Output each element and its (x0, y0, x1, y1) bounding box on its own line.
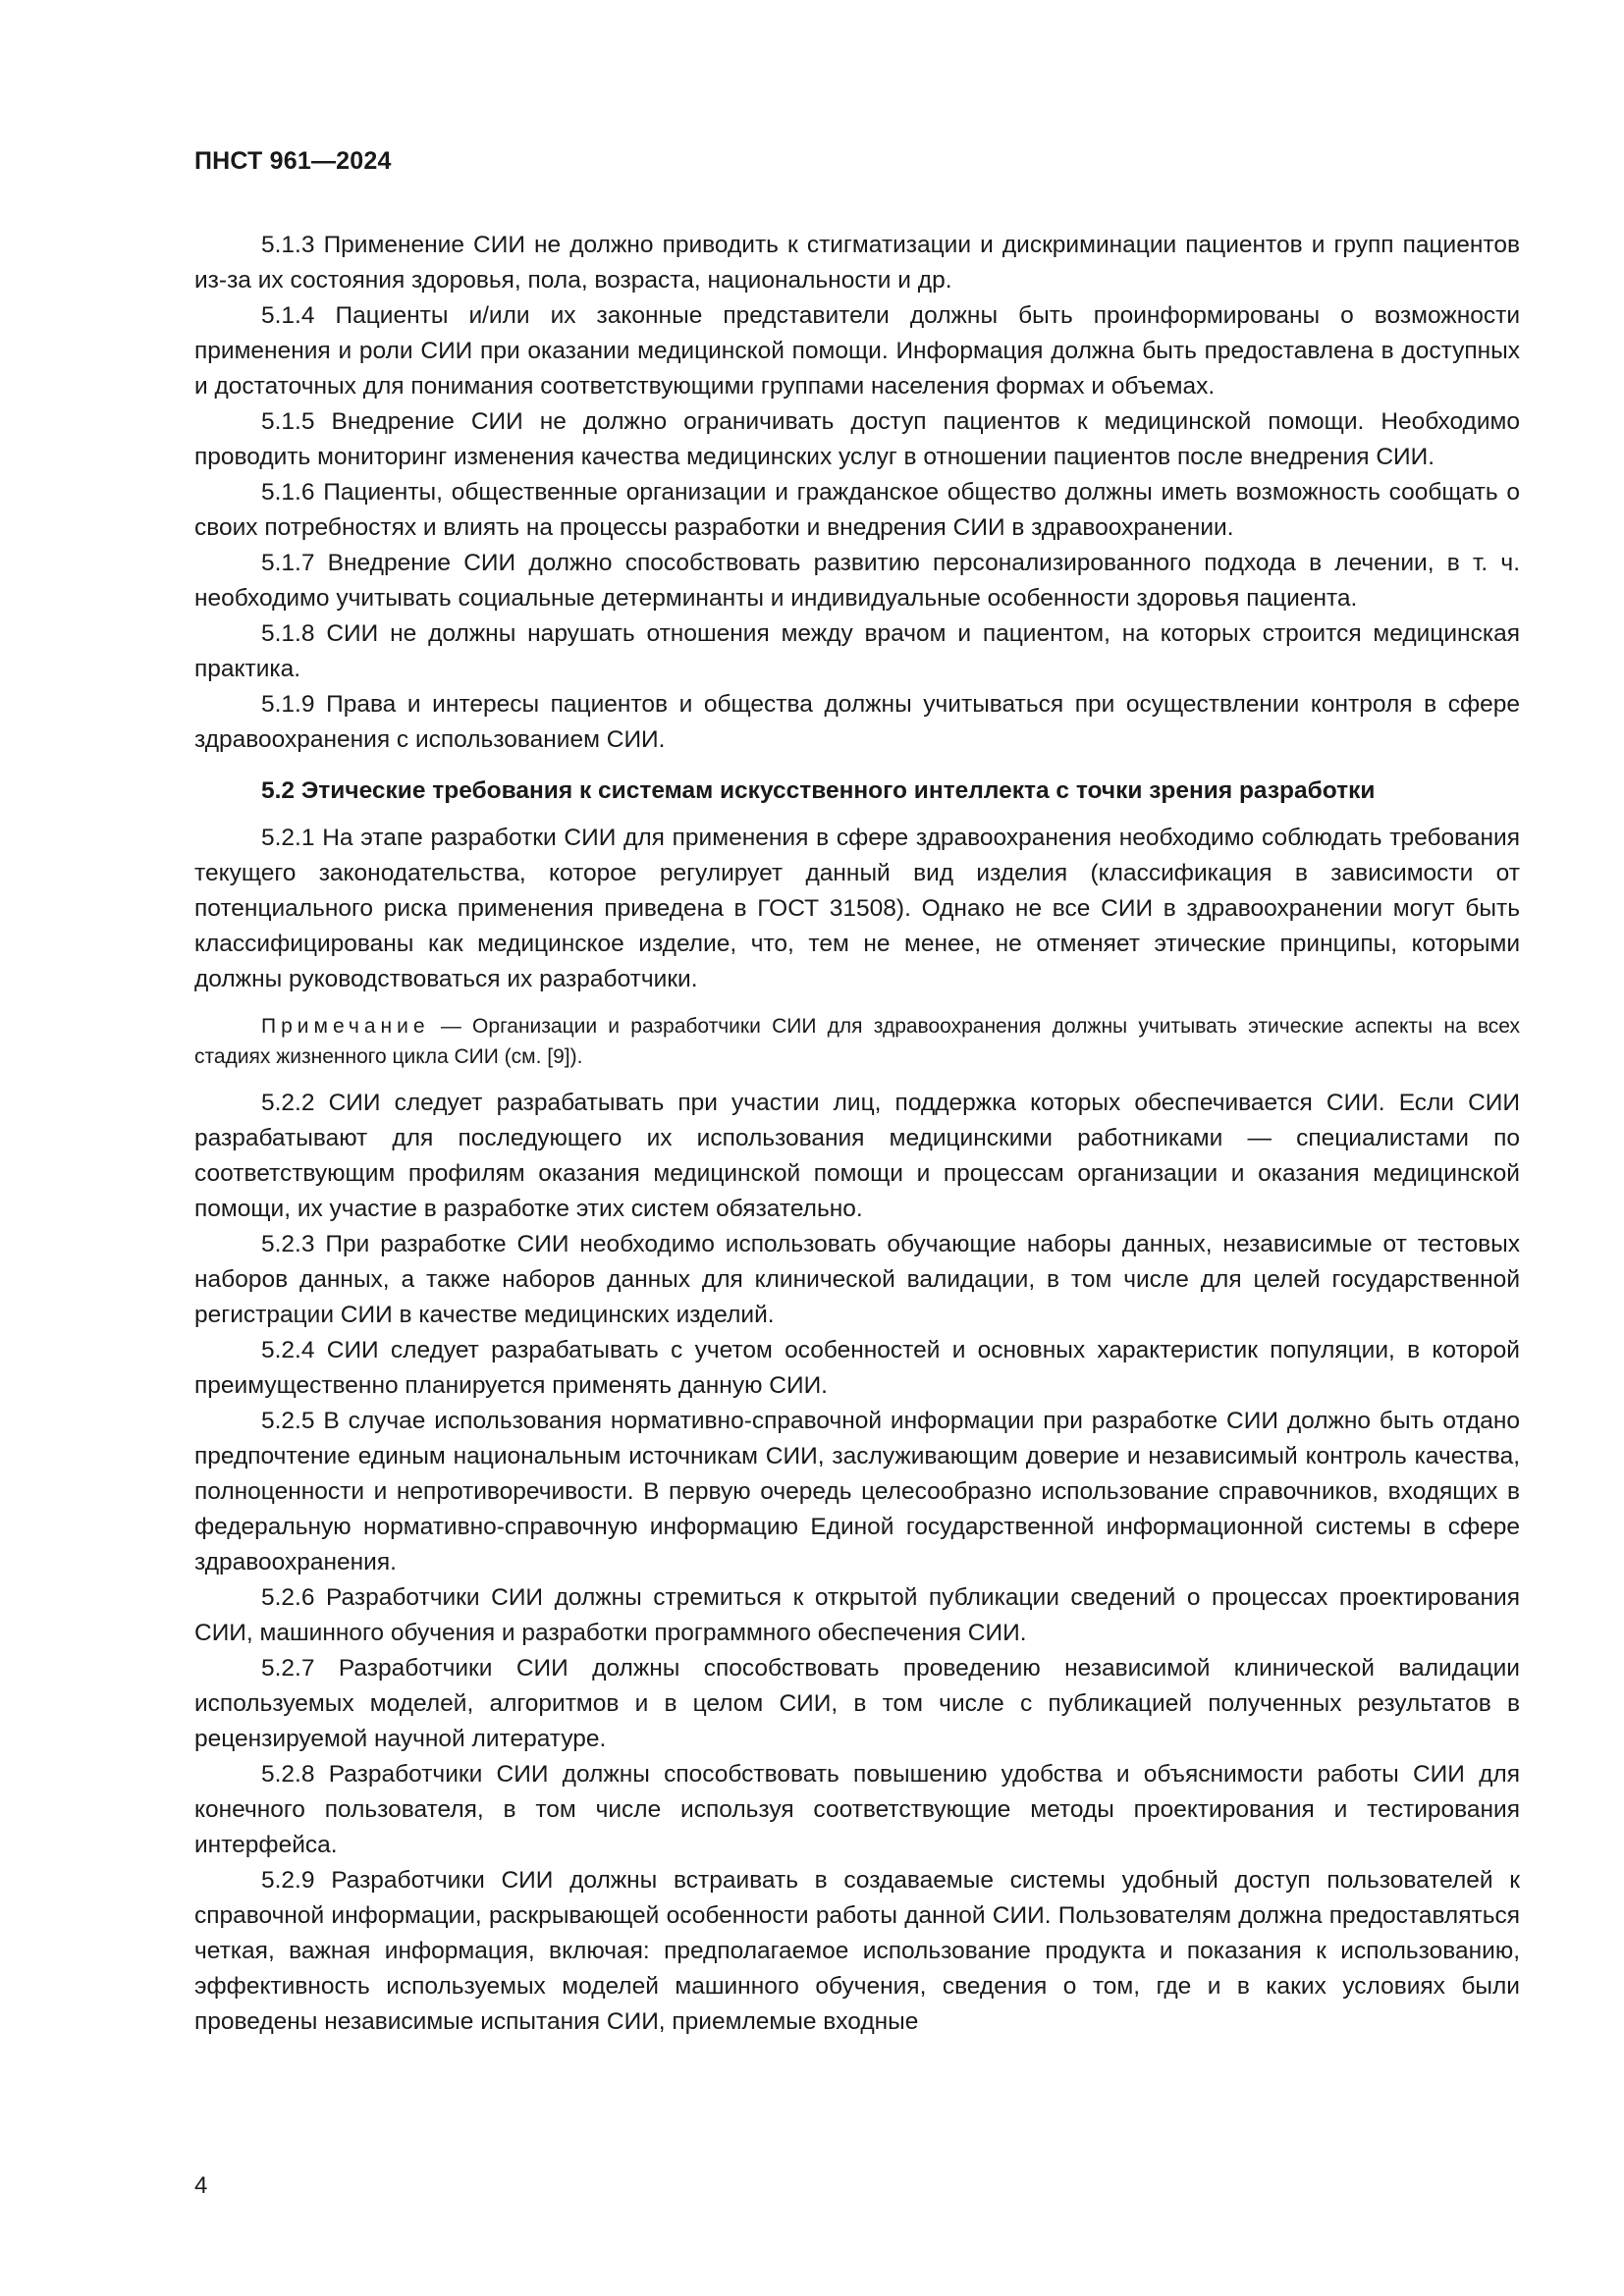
section-heading-5-2: 5.2 Этические требования к системам искусственного интеллекта с точки зрения разработки (261, 777, 1376, 804)
page-number: 4 (194, 2172, 208, 2199)
paragraph-5-2-1: 5.2.1 На этапе разработки СИИ для применения в сфере здравоохранения необходимо соблюдать требования текущего законодательства, которое регулирует данный вид изделия (классификация в зависимости от потенциального риска применения приведена в ГОСТ 31508). Однако не все СИИ в здравоохранении могут быть классифицированы как медицинское изделие, что, тем не менее, не отменяет этические принципы, которыми должны руководствоваться их разработчики. (194, 825, 1520, 992)
paragraph-5-1-9: 5.1.9 Права и интересы пациентов и общества должны учитываться при осуществлении контроля в сфере здравоохранения с использованием СИИ. (194, 691, 1520, 753)
note-label: Примечание (261, 1015, 430, 1038)
paragraph-5-2-9: 5.2.9 Разработчики СИИ должны встраивать в создаваемые системы удобный доступ пользователей к справочной информации, раскрывающей особенности работы данной СИИ. Пользователям должна предоставляться четкая, важная информация, включая: предполагаемое использование продукта и показания к использованию, эффективность используемых моделей машинного обучения, сведения о том, где и в каких условиях были проведены независимые испытания СИИ, приемлемые входные (194, 1867, 1520, 2035)
paragraph-5-1-8: 5.1.8 СИИ не должны нарушать отношения между врачом и пациентом, на которых строится медицинская практика. (194, 620, 1520, 682)
paragraph-5-2-3: 5.2.3 При разработке СИИ необходимо использовать обучающие наборы данных, независимые от тестовых наборов данных, а также наборов данных для клинической валидации, в том числе для целей государственной регистрации СИИ в качестве медицинских изделий. (194, 1231, 1520, 1328)
paragraph-5-2-7: 5.2.7 Разработчики СИИ должны способствовать проведению независимой клинической валидации используемых моделей, алгоритмов и в целом СИИ, в том числе с публикацией полученных результатов в рецензируемой научной литературе. (194, 1655, 1520, 1752)
paragraph-5-2-2: 5.2.2 СИИ следует разрабатывать при участии лиц, поддержка которых обеспечивается СИИ. Если СИИ разрабатывают для последующего их использования медицинскими работниками — специалистами по соответствующим профилям оказания медицинской помощи и процессам организации и оказания медицинской помощи, их участие в разработке этих систем обязательно. (194, 1090, 1520, 1222)
paragraph-5-1-7: 5.1.7 Внедрение СИИ должно способствовать развитию персонализированного подхода в лечении, в т. ч. необходимо учитывать социальные детерминанты и индивидуальные особенности здоровья пациента. (194, 550, 1520, 612)
paragraph-5-2-8: 5.2.8 Разработчики СИИ должны способствовать повышению удобства и объяснимости работы СИИ для конечного пользователя, в том числе используя соответствующие методы проектирования и тестирования интерфейса. (194, 1761, 1520, 1858)
paragraph-5-1-5: 5.1.5 Внедрение СИИ не должно ограничивать доступ пациентов к медицинской помощи. Необходимо проводить мониторинг изменения качества медицинских услуг в отношении пациентов после внедрения СИИ. (194, 408, 1520, 470)
note-text: — Организации и разработчики СИИ для здравоохранения должны учитывать этические аспекты на всех стадиях жизненного цикла СИИ (см. [9]). (194, 1015, 1520, 1068)
paragraph-5-2-4: 5.2.4 СИИ следует разрабатывать с учетом особенностей и основных характеристик популяции, в которой преимущественно планируется применять данную СИИ. (194, 1337, 1520, 1399)
document-body (194, 228, 1520, 2040)
document-header: ПНСТ 961—2024 (194, 147, 392, 175)
note (194, 1011, 1520, 1072)
paragraph-5-2-6: 5.2.6 Разработчики СИИ должны стремиться к открытой публикации сведений о процессах проектирования СИИ, машинного обучения и разработки программного обеспечения СИИ. (194, 1584, 1520, 1646)
paragraph-5-1-4: 5.1.4 Пациенты и/или их законные представители должны быть проинформированы о возможности применения и роли СИИ при оказании медицинской помощи. Информация должна быть предоставлена в доступных и достаточных для понимания соответствующими группами населения формах и объемах. (194, 302, 1520, 400)
paragraph-5-1-6: 5.1.6 Пациенты, общественные организации и гражданское общество должны иметь возможность сообщать о своих потребностях и влиять на процессы разработки и внедрения СИИ в здравоохранении. (194, 479, 1520, 541)
paragraph-5-1-3: 5.1.3 Применение СИИ не должно приводить к стигматизации и дискриминации пациентов и групп пациентов из-за их состояния здоровья, пола, возраста, национальности и др. (194, 232, 1520, 294)
paragraph-5-2-5: 5.2.5 В случае использования нормативно-справочной информации при разработке СИИ должно быть отдано предпочтение единым национальным источникам СИИ, заслуживающим доверие и независимый контроль качества, полноценности и непротиворечивости. В первую очередь целесообразно использование справочников, входящих в федеральную нормативно-справочную информацию Единой государственной информационной системы в сфере здравоохранения. (194, 1408, 1520, 1575)
